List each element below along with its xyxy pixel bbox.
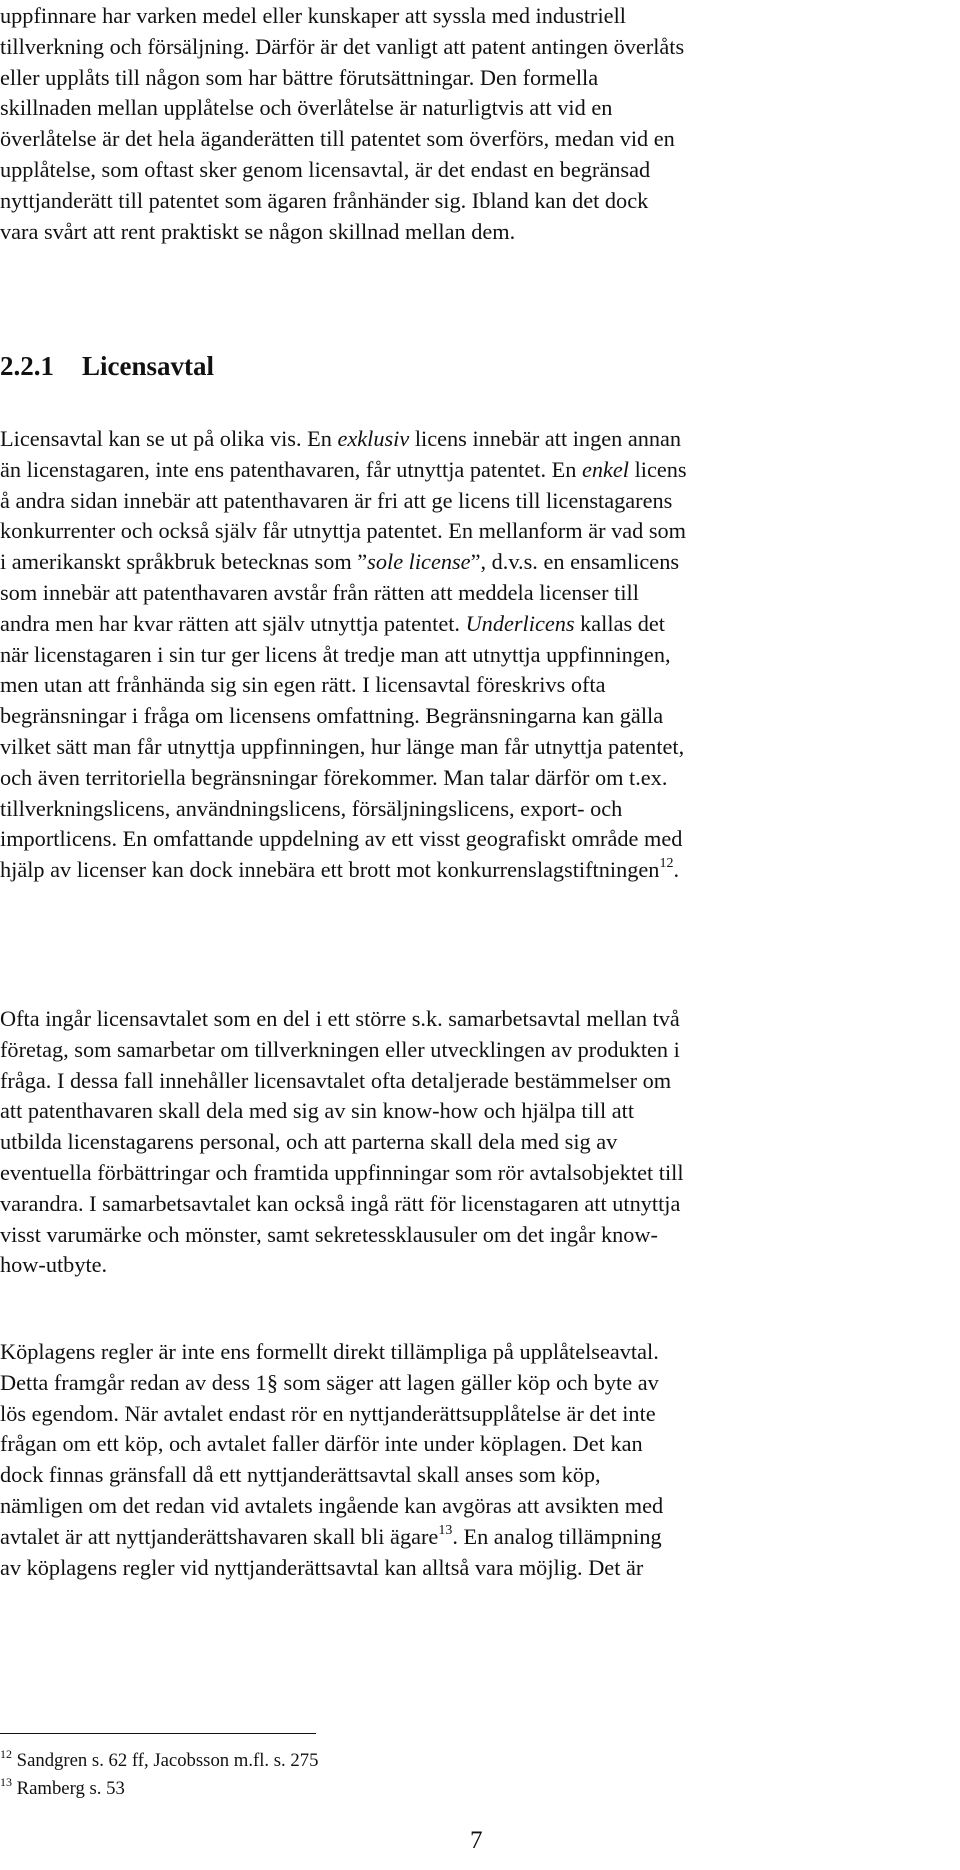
- text-run: licens innebär att ingen annan: [409, 426, 682, 451]
- text-run: licens: [629, 456, 687, 482]
- text-line: [0, 1158, 940, 1189]
- text-line: [0, 1368, 940, 1399]
- text-line: [0, 155, 940, 186]
- section-heading: [0, 351, 214, 382]
- text-run: Köplagens regler är inte ens formellt direkt tillämpliga på upplåtelseavtal.: [0, 1339, 659, 1364]
- footnotes: [0, 1747, 600, 1803]
- text-run: utbilda licenstagarens personal, och att parterna skall dela med sig av: [0, 1129, 618, 1155]
- text-line: [0, 578, 940, 609]
- paragraph-cooperation-agreement: [0, 1004, 940, 1281]
- text-run: Detta framgår redan av dess 1§ som säger att lagen gäller köp och byte av: [0, 1369, 659, 1395]
- footnote-reference: 12: [659, 856, 674, 872]
- text-run: frågan om ett köp, och avtalet faller därför inte under köplagen. Det kan: [0, 1431, 643, 1457]
- text-line: [0, 1035, 940, 1066]
- text-line: [0, 124, 940, 155]
- text-run: i amerikanskt språkbruk betecknas som ”: [0, 549, 368, 575]
- text-line: [0, 486, 940, 517]
- text-run: . En analog tillämpning: [452, 1523, 662, 1549]
- text-run: konkurrenter och också själv får utnyttja patentet. En mellanform är vad som: [0, 518, 687, 544]
- text-run: å andra sidan innebär att patenthavaren är fri att ge licens till licenstagarens: [0, 487, 673, 513]
- text-line: [0, 455, 940, 486]
- text-run: och även territoriella begränsningar förekommer. Man talar därför om t.ex.: [0, 764, 668, 790]
- text-run: how-utbyte.: [0, 1252, 108, 1278]
- text-run: lös egendom. När avtalet endast rör en nyttjanderättsupplåtelse är det inte: [0, 1400, 656, 1426]
- text-line: [0, 1066, 940, 1097]
- text-run: dock finnas gränsfall då ett nyttjanderättsavtal skall anses som köp,: [0, 1462, 601, 1488]
- text-run: nyttjanderätt till patentet som ägaren frånhänder sig. Ibland kan det dock: [0, 187, 649, 213]
- text-run: att patenthavaren skall dela med sig av sin know-how och hjälpa till att: [0, 1098, 635, 1124]
- text-run: vara svårt att rent praktiskt se någon skillnad mellan dem.: [0, 218, 516, 244]
- text-line: [0, 1, 940, 32]
- text-line: [0, 1250, 940, 1281]
- text-run: Licensavtal kan se ut på olika vis. En: [0, 426, 338, 451]
- text-line: [0, 217, 940, 248]
- paragraph-patent-transfer: [0, 1, 940, 247]
- text-line: [0, 1127, 940, 1158]
- footnote-text: Ramberg s. 53: [16, 1778, 125, 1799]
- text-run: avtalet är att nyttjanderättshavaren skall bli ägare: [0, 1523, 439, 1549]
- text-line: [0, 1553, 940, 1584]
- text-run: upplåtelse, som oftast sker genom licensavtal, är det endast en begränsad: [0, 156, 651, 182]
- text-run: eller upplåts till någon som har bättre förutsättningar. Den formella: [0, 64, 599, 90]
- text-line: [0, 670, 940, 701]
- text-run: tillverkningslicens, användningslicens, försäljningslicens, export- och: [0, 795, 623, 821]
- section-title: Licensavtal: [82, 351, 214, 381]
- text-line: [0, 1429, 940, 1460]
- text-line: [0, 794, 940, 825]
- text-line: [0, 1096, 940, 1127]
- text-run: andra men har kvar rätten att själv utnyttja patentet.: [0, 610, 466, 636]
- text-line: [0, 1522, 940, 1553]
- text-run: än licenstagaren, inte ens patenthavaren, får utnyttja patentet. En: [0, 456, 582, 482]
- text-run: .: [673, 857, 680, 883]
- text-line: [0, 824, 940, 855]
- italic-term: enkel: [581, 456, 629, 482]
- text-run: men utan att frånhända sig sin egen rätt. I licensavtal föreskrivs ofta: [0, 672, 606, 698]
- text-line: [0, 640, 940, 671]
- text-line: [0, 1004, 940, 1035]
- text-run: varandra. I samarbetsavtalet kan också ingå rätt för licenstagaren att utnyttja: [0, 1190, 681, 1216]
- text-line: [0, 63, 940, 94]
- page-number: 7: [470, 1827, 483, 1854]
- text-run: nämligen om det redan vid avtalets ingående kan avgöras att avsikten med: [0, 1492, 664, 1518]
- text-run: kallas det: [574, 610, 665, 636]
- text-run: visst varumärke och mönster, samt sekretessklausuler om det ingår know-: [0, 1221, 658, 1247]
- footnote-12: [0, 1747, 600, 1775]
- italic-term: sole license: [367, 549, 471, 575]
- text-line: [0, 609, 940, 640]
- text-line: [0, 732, 940, 763]
- text-run: av köplagens regler vid nyttjanderättsavtal kan alltså vara möjlig. Det är: [0, 1554, 644, 1580]
- text-line: [0, 186, 940, 217]
- footnote-mark: 12: [0, 1747, 12, 1761]
- text-line: [0, 424, 940, 455]
- text-run: vilket sätt man får utnyttja uppfinningen, hur länge man får utnyttja patentet,: [0, 733, 685, 759]
- text-run: skillnaden mellan upplåtelse och överlåtelse är naturligtvis att vid en: [0, 95, 613, 121]
- italic-term: Underlicens: [465, 610, 575, 636]
- text-run: överlåtelse är det hela äganderätten till patentet som överförs, medan vid en: [0, 126, 675, 152]
- text-line: [0, 547, 940, 578]
- text-line: [0, 516, 940, 547]
- text-line: [0, 701, 940, 732]
- text-line: [0, 1491, 940, 1522]
- footnote-text: Sandgren s. 62 ff, Jacobsson m.fl. s. 275: [16, 1750, 319, 1771]
- text-run: hjälp av licenser kan dock innebära ett brott mot konkurrenslagstiftningen: [0, 857, 660, 883]
- text-line: [0, 1189, 940, 1220]
- text-run: begränsningar i fråga om licensens omfattning. Begränsningarna kan gälla: [0, 703, 664, 729]
- text-line: [0, 32, 940, 63]
- text-line: [0, 1460, 940, 1491]
- text-run: när licenstagaren i sin tur ger licens åt tredje man att utnyttja uppfinningen,: [0, 641, 671, 667]
- text-run: företag, som samarbetar om tillverkningen eller utvecklingen av produkten i: [0, 1036, 680, 1062]
- section-number: 2.2.1: [0, 351, 54, 381]
- paragraph-sales-act: [0, 1337, 940, 1583]
- text-run: som innebär att patenthavaren avstår från rätten att meddela licenser till: [0, 579, 639, 605]
- text-run: importlicens. En omfattande uppdelning av ett visst geografiskt område med: [0, 826, 683, 852]
- footnote-mark: 13: [0, 1775, 12, 1789]
- paragraph-license-types: [0, 424, 940, 886]
- text-line: [0, 855, 940, 886]
- text-run: uppfinnare har varken medel eller kunskaper att syssla med industriell: [0, 3, 626, 28]
- text-line: [0, 1337, 940, 1368]
- text-run: Ofta ingår licensavtalet som en del i ett större s.k. samarbetsavtal mellan två: [0, 1006, 680, 1031]
- text-run: eventuella förbättringar och framtida uppfinningar som rör avtalsobjektet till: [0, 1159, 684, 1185]
- footnote-separator: [0, 1733, 316, 1734]
- footnote-13: [0, 1775, 600, 1803]
- footnote-reference: 13: [438, 1522, 453, 1538]
- text-run: fråga. I dessa fall innehåller licensavtalet ofta detaljerade bestämmelser om: [0, 1067, 672, 1093]
- text-line: [0, 763, 940, 794]
- text-run: tillverkning och försäljning. Därför är det vanligt att patent antingen överlåts: [0, 33, 685, 59]
- text-run: ”, d.v.s. en ensamlicens: [470, 549, 680, 575]
- italic-term: exklusiv: [337, 426, 410, 451]
- text-line: [0, 93, 940, 124]
- text-line: [0, 1220, 940, 1251]
- text-line: [0, 1399, 940, 1430]
